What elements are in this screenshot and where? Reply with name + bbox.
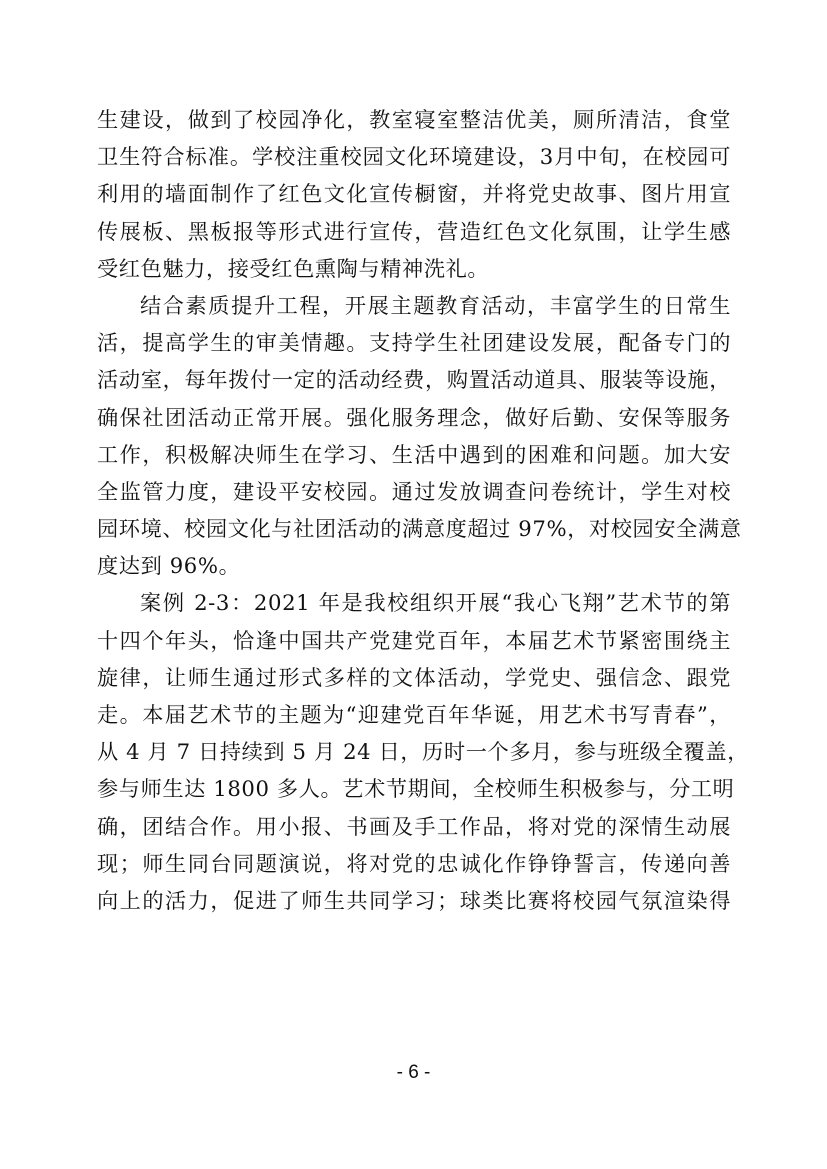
- text-line: 从 4 月 7 日持续到 5 月 24 日，历时一个多月，参与班级全覆盖，: [97, 739, 749, 765]
- paragraph-2: [97, 287, 742, 585]
- text-line: 活，提高学生的审美情趣。支持学生社团建设发展，配备专门的: [97, 330, 731, 356]
- text-line: 结合素质提升工程，开展主题教育活动，丰富学生的日常生: [140, 292, 731, 318]
- text-line: 旋律，让师生通过形式多样的文体活动，学党史、强信念、跟党: [97, 664, 731, 690]
- text-line: 参与师生达 1800 多人。艺术节期间，全校师生积极参与，分工明: [97, 776, 735, 802]
- text-line: 活动室，每年拨付一定的活动经费，购置活动道具、服装等设施，: [97, 367, 731, 393]
- paragraph-1: [97, 101, 731, 287]
- text-line: 传展板、黑板报等形式进行宣传，营造红色文化氛围，让学生感: [97, 218, 731, 244]
- text-line: 向上的活力，促进了师生共同学习；球类比赛将校园气氛渲染得: [97, 887, 731, 913]
- text-line: 利用的墙面制作了红色文化宣传橱窗，并将党史故事、图片用宣: [97, 181, 731, 207]
- text-line: 确，团结合作。用小报、书画及手工作品，将对党的深情生动展: [97, 813, 731, 839]
- text-line: 园环境、校园文化与社团活动的满意度超过 97%，对校园安全满意: [97, 516, 742, 542]
- text-line: 案例 2-3：2021 年是我校组织开展“我心飞翔”艺术节的第: [140, 590, 731, 616]
- page-number: - 6 -: [396, 1062, 431, 1083]
- text-line: 受红色魅力，接受红色熏陶与精神洗礼。: [97, 255, 490, 281]
- text-line: 工作，积极解决师生在学习、生活中遇到的困难和问题。加大安: [97, 441, 731, 467]
- text-line: 十四个年头，恰逢中国共产党建党百年，本届艺术节紧密围绕主: [97, 627, 731, 653]
- text-line: 卫生符合标准。学校注重校园文化环境建设，3月中旬，在校园可: [97, 144, 731, 170]
- text-line: 确保社团活动正常开展。强化服务理念，做好后勤、安保等服务: [97, 404, 731, 430]
- text-line: 走。本届艺术节的主题为“迎建党百年华诞，用艺术书写青春”，: [97, 702, 731, 727]
- document-body: [97, 101, 749, 919]
- text-line: 全监管力度，建设平安校园。通过发放调查问卷统计，学生对校: [97, 478, 731, 504]
- text-line: 度达到 96%。: [97, 553, 241, 579]
- paragraph-3: [97, 584, 749, 919]
- text-line: 生建设，做到了校园净化，教室寝室整洁优美，厕所清洁，食堂: [97, 107, 731, 132]
- text-line: 现；师生同台同题演说，将对党的忠诚化作铮铮誓言，传递向善: [97, 850, 731, 876]
